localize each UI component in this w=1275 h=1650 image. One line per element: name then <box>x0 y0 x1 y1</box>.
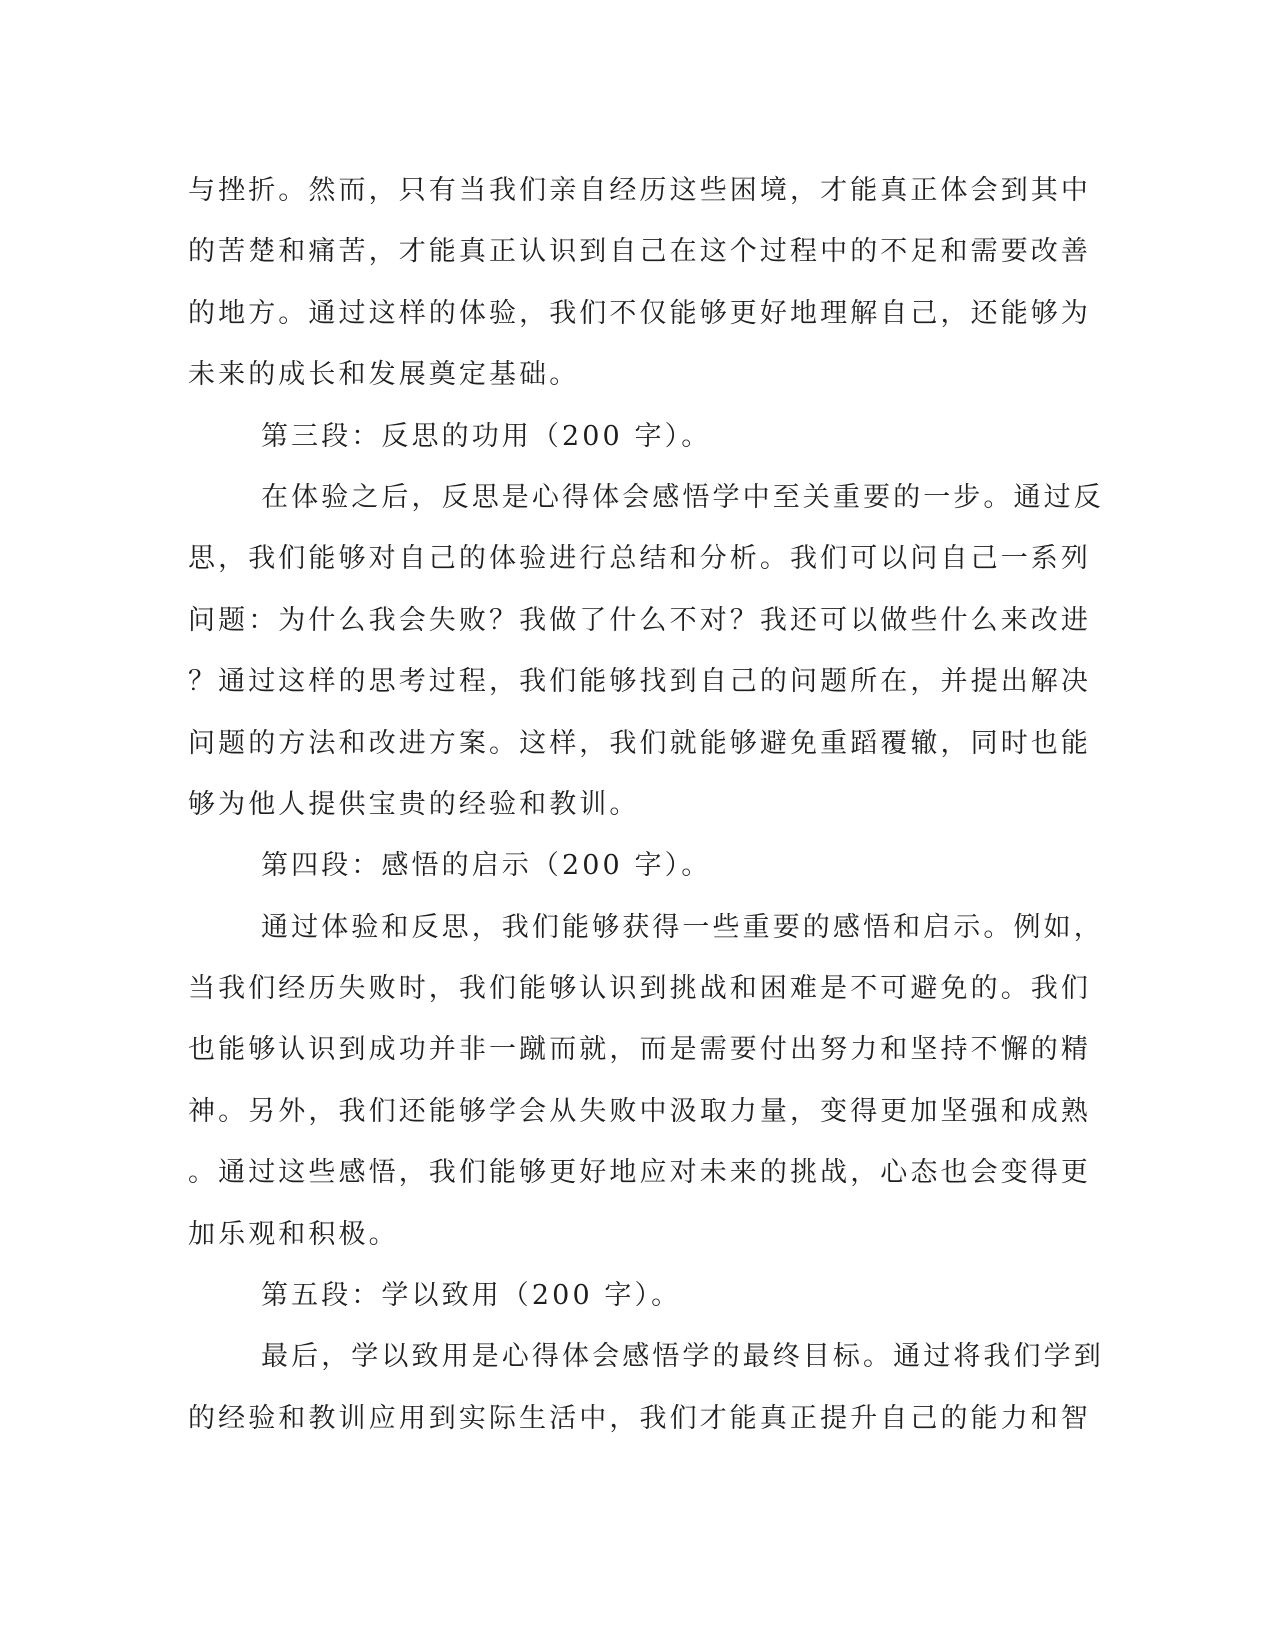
section-heading: 第三段：反思的功用（200 字）。 <box>261 420 712 452</box>
paragraph-line: 够为他人提供宝贵的经验和教训。 <box>188 788 640 820</box>
paragraph-line: 与挫折。然而，只有当我们亲自经历这些困境，才能真正体会到其中 <box>188 175 1091 206</box>
paragraph-line: 的地方。通过这样的体验，我们不仅能够更好地理解自己，还能够为 <box>188 297 1091 329</box>
document-body <box>188 160 1104 1449</box>
paragraph-line: 最后，学以致用是心得体会感悟学的最终目标。通过将我们学到 <box>261 1341 1104 1373</box>
paragraph-line: 问题：为什么我会失败？我做了什么不对？我还可以做些什么来改进 <box>188 604 1091 636</box>
paragraph-line: 通过体验和反思，我们能够获得一些重要的感悟和启示。例如， <box>261 911 1104 943</box>
paragraph-line: 的苦楚和痛苦，才能真正认识到自己在这个过程中的不足和需要改善 <box>188 236 1091 268</box>
section-heading: 第四段：感悟的启示（200 字）。 <box>261 850 712 882</box>
paragraph-line: 。通过这些感悟，我们能够更好地应对未来的挑战，心态也会变得更 <box>188 1157 1091 1189</box>
paragraph-line: 当我们经历失败时，我们能够认识到挑战和困难是不可避免的。我们 <box>188 973 1091 1005</box>
paragraph-line: 的经验和教训应用到实际生活中，我们才能真正提升自己的能力和智 <box>188 1402 1091 1434</box>
paragraph-line: 神。另外，我们还能够学会从失败中汲取力量，变得更加坚强和成熟 <box>188 1095 1091 1127</box>
paragraph-line: 在体验之后，反思是心得体会感悟学中至关重要的一步。通过反 <box>261 481 1104 513</box>
paragraph-line: 也能够认识到成功并非一蹴而就，而是需要付出努力和坚持不懈的精 <box>188 1034 1091 1066</box>
paragraph-line: 加乐观和积极。 <box>188 1218 399 1250</box>
paragraph-line: 未来的成长和发展奠定基础。 <box>188 359 580 391</box>
paragraph-line: 思，我们能够对自己的体验进行总结和分析。我们可以问自己一系列 <box>188 543 1091 575</box>
paragraph-line: ？通过这样的思考过程，我们能够找到自己的问题所在，并提出解决 <box>188 666 1091 698</box>
paragraph-line: 问题的方法和改进方案。这样，我们就能够避免重蹈覆辙，同时也能 <box>188 727 1091 759</box>
section-heading: 第五段：学以致用（200 字）。 <box>261 1280 682 1312</box>
